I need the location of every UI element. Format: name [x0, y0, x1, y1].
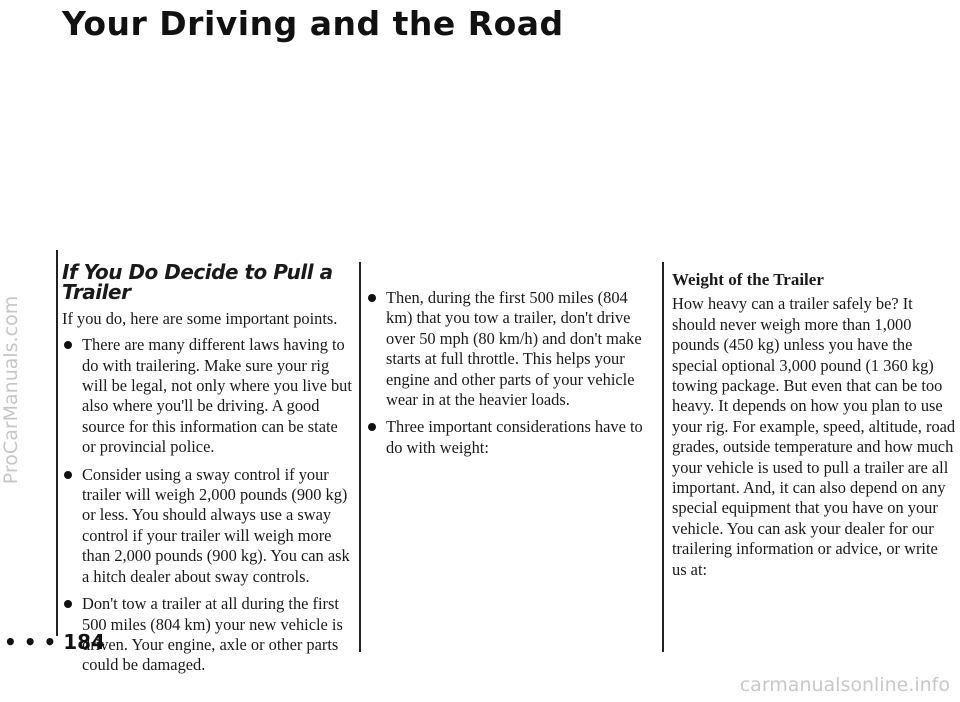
- page-title: Your Driving and the Road: [62, 4, 564, 43]
- list-item: Then, during the first 500 miles (804 km) that you tow a trailer, don't drive over 50 mph (80 km/h) and don't make starts at full throttle. This helps your engine and other parts of your vehicle wear in at the heavier loads.: [366, 288, 651, 410]
- body-paragraph: How heavy can a trailer safely be? It should never weigh more than 1,000 pounds (450 kg) unless you have the special optional 3,000 pound (1 360 kg) towing package. But even that can be too heavy. It depends on how you plan to use your rig. For example, speed, altitude, road grades, outside temperature and how much your vehicle is used to pull a trailer are all important. And, it can also depend on any special equipment that you have on your vehicle. You can ask your dealer for our trailering information or advice, or write us at:: [672, 294, 956, 579]
- left-margin-rule: [56, 250, 58, 636]
- side-watermark: [0, 150, 22, 630]
- section-heading: If You Do Decide to Pull a Trailer: [62, 260, 333, 305]
- list-item: Don't tow a trailer at all during the first 500 miles (804 km) your new vehicle is driven. Your engine, axle or other parts could be damaged.: [62, 594, 354, 676]
- column-2: [366, 288, 651, 465]
- side-watermark-text: ProCarManuals.com: [0, 295, 22, 485]
- list-item: Consider using a sway control if your trailer will weigh 2,000 pounds (900 kg) or less. You should always use a sway control if your trailer will weigh more than 2,000 pounds (900 kg). You can ask a hitch dealer about sway controls.: [62, 465, 354, 587]
- column-1: [62, 262, 354, 683]
- list-item: Three important considerations have to do with weight:: [366, 417, 651, 458]
- page-number: • • • 184: [4, 630, 105, 654]
- column-divider-2: [662, 262, 664, 652]
- intro-paragraph: If you do, here are some important points.: [62, 308, 338, 328]
- subsection-heading: Weight of the Trailer: [672, 270, 824, 289]
- column-3: [672, 270, 956, 586]
- column-divider-1: [359, 262, 361, 652]
- list-item: There are many different laws having to do with trailering. Make sure your rig will be legal, not only where you live but also where you'll be driving. A good source for this information can be state or provincial police.: [62, 335, 354, 457]
- footer-watermark: carmanualsonline.info: [739, 674, 950, 696]
